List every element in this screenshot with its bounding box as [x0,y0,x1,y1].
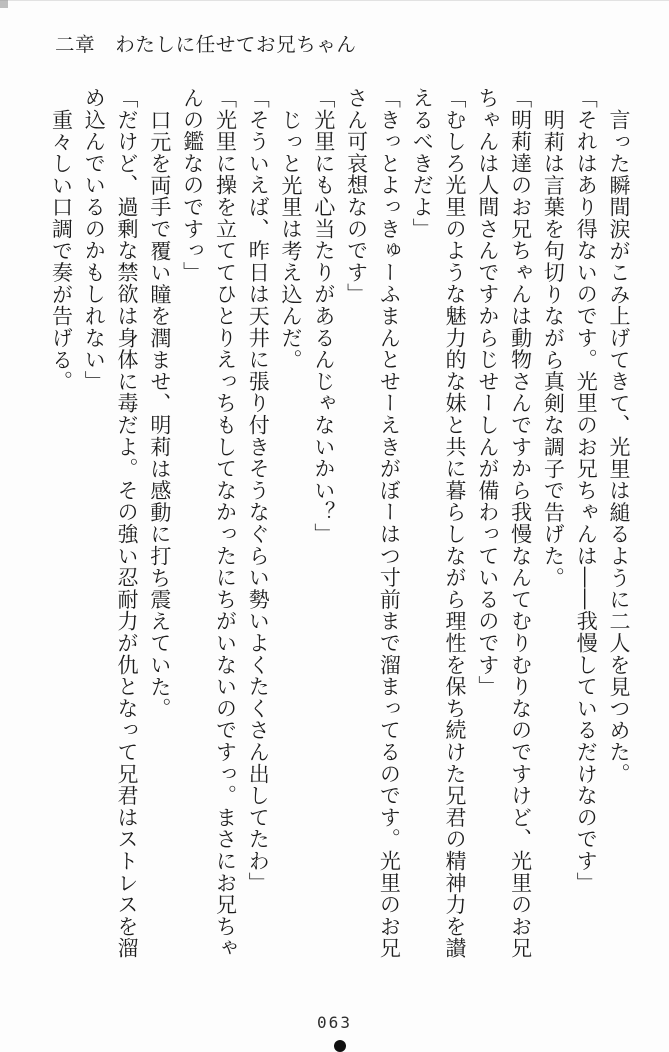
page-number: 063 [317,1013,352,1032]
paragraph: 「光里に操を立ててひとりえっちもしてなかったにちがいないのですっ。まさにお兄ちゃんの鑑なのですっ」 [180,87,238,959]
binding-dot [334,1040,346,1052]
paragraph: 言った瞬間涙がこみ上げてきて、光里は縋るように二人を見つめた。 [607,108,631,785]
body-text [45,87,635,961]
paragraph: 重々しい口調で奏が告げる。 [49,108,74,393]
chapter-header: 二章 わたしに任せてお兄ちゃん [55,33,357,56]
paragraph: 「それはあり得ないのです。光里のお兄ちゃんは――我慢しているだけなのです」 [574,87,599,894]
paragraph: 「むしろ光里のような魅力的な妹と共に暮らしながら理性を保ち続けた兄君の精神力を讃えるべきだよ」 [410,87,468,959]
scan-artifact [0,0,8,8]
paragraph: 「光里にも心当たりがあるんじゃないかい？」 [311,87,336,545]
paragraph: 明莉は言葉を句切りながら真剣な調子で告げた。 [541,108,566,589]
paragraph: 「明莉達のお兄ちゃんは動物さんですから我慢なんてむりむりなのですけど、光里のお兄ちゃんは人間さんですからじせーしんが備わっているのです」 [475,87,533,959]
paragraph: 口元を両手で覆い瞳を潤ませ、明莉は感動に打ち震えていた。 [147,108,172,720]
paragraph: 「そういえば、昨日は天井に張り付きそうなぐらい勢いよくたくさん出してたわ」 [246,87,271,894]
paragraph: 「きっとよっきゅーふまんとせーえきがぼーはつ寸前まで溜まってるのです。光里のお兄さん可哀想なのです」 [344,87,402,959]
paragraph: じっと光里は考え込んだ。 [279,108,304,371]
scan-edge-line [0,0,669,1]
paragraph: 「だけど、過剰な禁欲は身体に毒だよ。その強い忍耐力が仇となって兄君はストレスを溜め込んでいるのかもしれない」 [82,87,140,959]
